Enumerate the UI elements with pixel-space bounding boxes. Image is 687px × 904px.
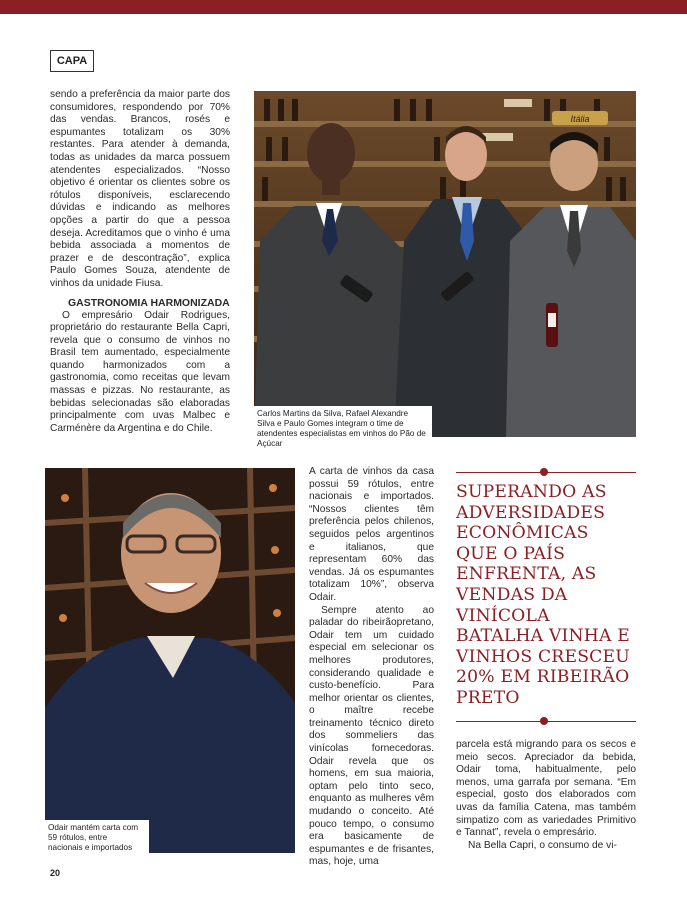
paragraph: sendo a preferência da maior parte dos consumidores, respondendo por 70% das vendas. Brancos, rosés e espumantes totalizam os 30% restantes. Para atender à demanda, todas as unidades da marca possuem atendentes especializados. “Nosso objetivo é orientar os clientes sobre os rótulos disponíveis, esclarecendo dúvidas e indicando as melhores opções a partir do que a pessoa deseja. Acreditamos que o vinho é uma bebida associada a momentos de prazer e de descontração”, explica Paulo Gomes Souza, atendente de vinhos da unidade Fiusa. <box>50 89 230 289</box>
pull-quote-text: SUPERANDO AS ADVERSIDADES ECONÔMICAS QUE O PAÍS ENFRENTA, AS VENDAS DA VINÍCOLA BATALHA VINHA E VINHOS CRESCEU 20% EM RIBEIRÃO PRETO <box>456 482 630 708</box>
column-one-text <box>50 89 230 435</box>
photo-wine-attendants <box>254 91 636 437</box>
quote-rule-top <box>456 472 636 473</box>
odair-illustration <box>45 468 295 853</box>
section-label: CAPA <box>50 50 94 72</box>
column-two-text <box>309 466 434 869</box>
paragraph: A carta de vinhos da casa possui 59 rótulos, entre nacionais e importados. “Nossos clientes têm preferência pelos chilenos, seguidos pelos argentinos e italianos, que representam 60% das vendas. Já os espumantes totalizam 10%”, observa Odair. <box>309 466 434 603</box>
quote-rule-bottom <box>456 721 636 722</box>
page-number: 20 <box>50 868 61 878</box>
paragraph: Sempre atento ao paladar do ribeirãopretano, Odair tem um cuidado especial em selecionar os melhores produtores, considerando qualidade e custo-benefício. Para melhor orientar os clientes, o maître recebe treinamento técnico direto dos sommeliers das vinícolas fornecedoras. Odair revela que os homens, em sua maioria, optam pelo tinto seco, enquanto as mulheres vêm mudando o conceito. Até pouco tempo, o consumo era basicamente de espumantes e de frisantes, mas, hoje, uma <box>309 604 434 868</box>
attendants-illustration <box>254 91 636 437</box>
photo-odair <box>45 468 295 853</box>
subheading: GASTRONOMIA HARMONIZADA <box>68 296 230 309</box>
left-photo-caption: Odair mantém carta com 59 rótulos, entre nacionais e importados <box>43 820 149 856</box>
paragraph: parcela está migrando para os secos e meio secos. Apreciador da bebida, Odair toma, habitualmente, pelo menos, uma garrafa por semana. “Em especial, gosto dos elaborados com uvas da família Catena, mas também simpatizo com as variedades Primitivo e Tannat”, revela o empresário. <box>456 739 636 839</box>
column-three-text <box>456 739 636 852</box>
shelf-sign-text: Itália <box>570 114 590 124</box>
paragraph: Na Bella Capri, o consumo de vi- <box>468 839 617 851</box>
paragraph: O empresário Odair Rodrigues, proprietário do restaurante Bella Capri, revela que o consumo de vinhos no Brasil tem aumentado, especialmente quando harmonizados com a gastronomia, como receitas que levam massas e pizzas. No restaurante, as bebidas selecionadas são elaboradas principalmente com uvas Malbec e Carménère da Argentina e do Chile. <box>50 309 230 434</box>
pull-quote <box>456 472 636 722</box>
top-photo-caption: Carlos Martins da Silva, Rafael Alexandre Silva e Paulo Gomes integram o time de atendentes especialistas em vinhos do Pão de Açúcar <box>252 406 432 452</box>
top-color-bar <box>0 0 687 14</box>
